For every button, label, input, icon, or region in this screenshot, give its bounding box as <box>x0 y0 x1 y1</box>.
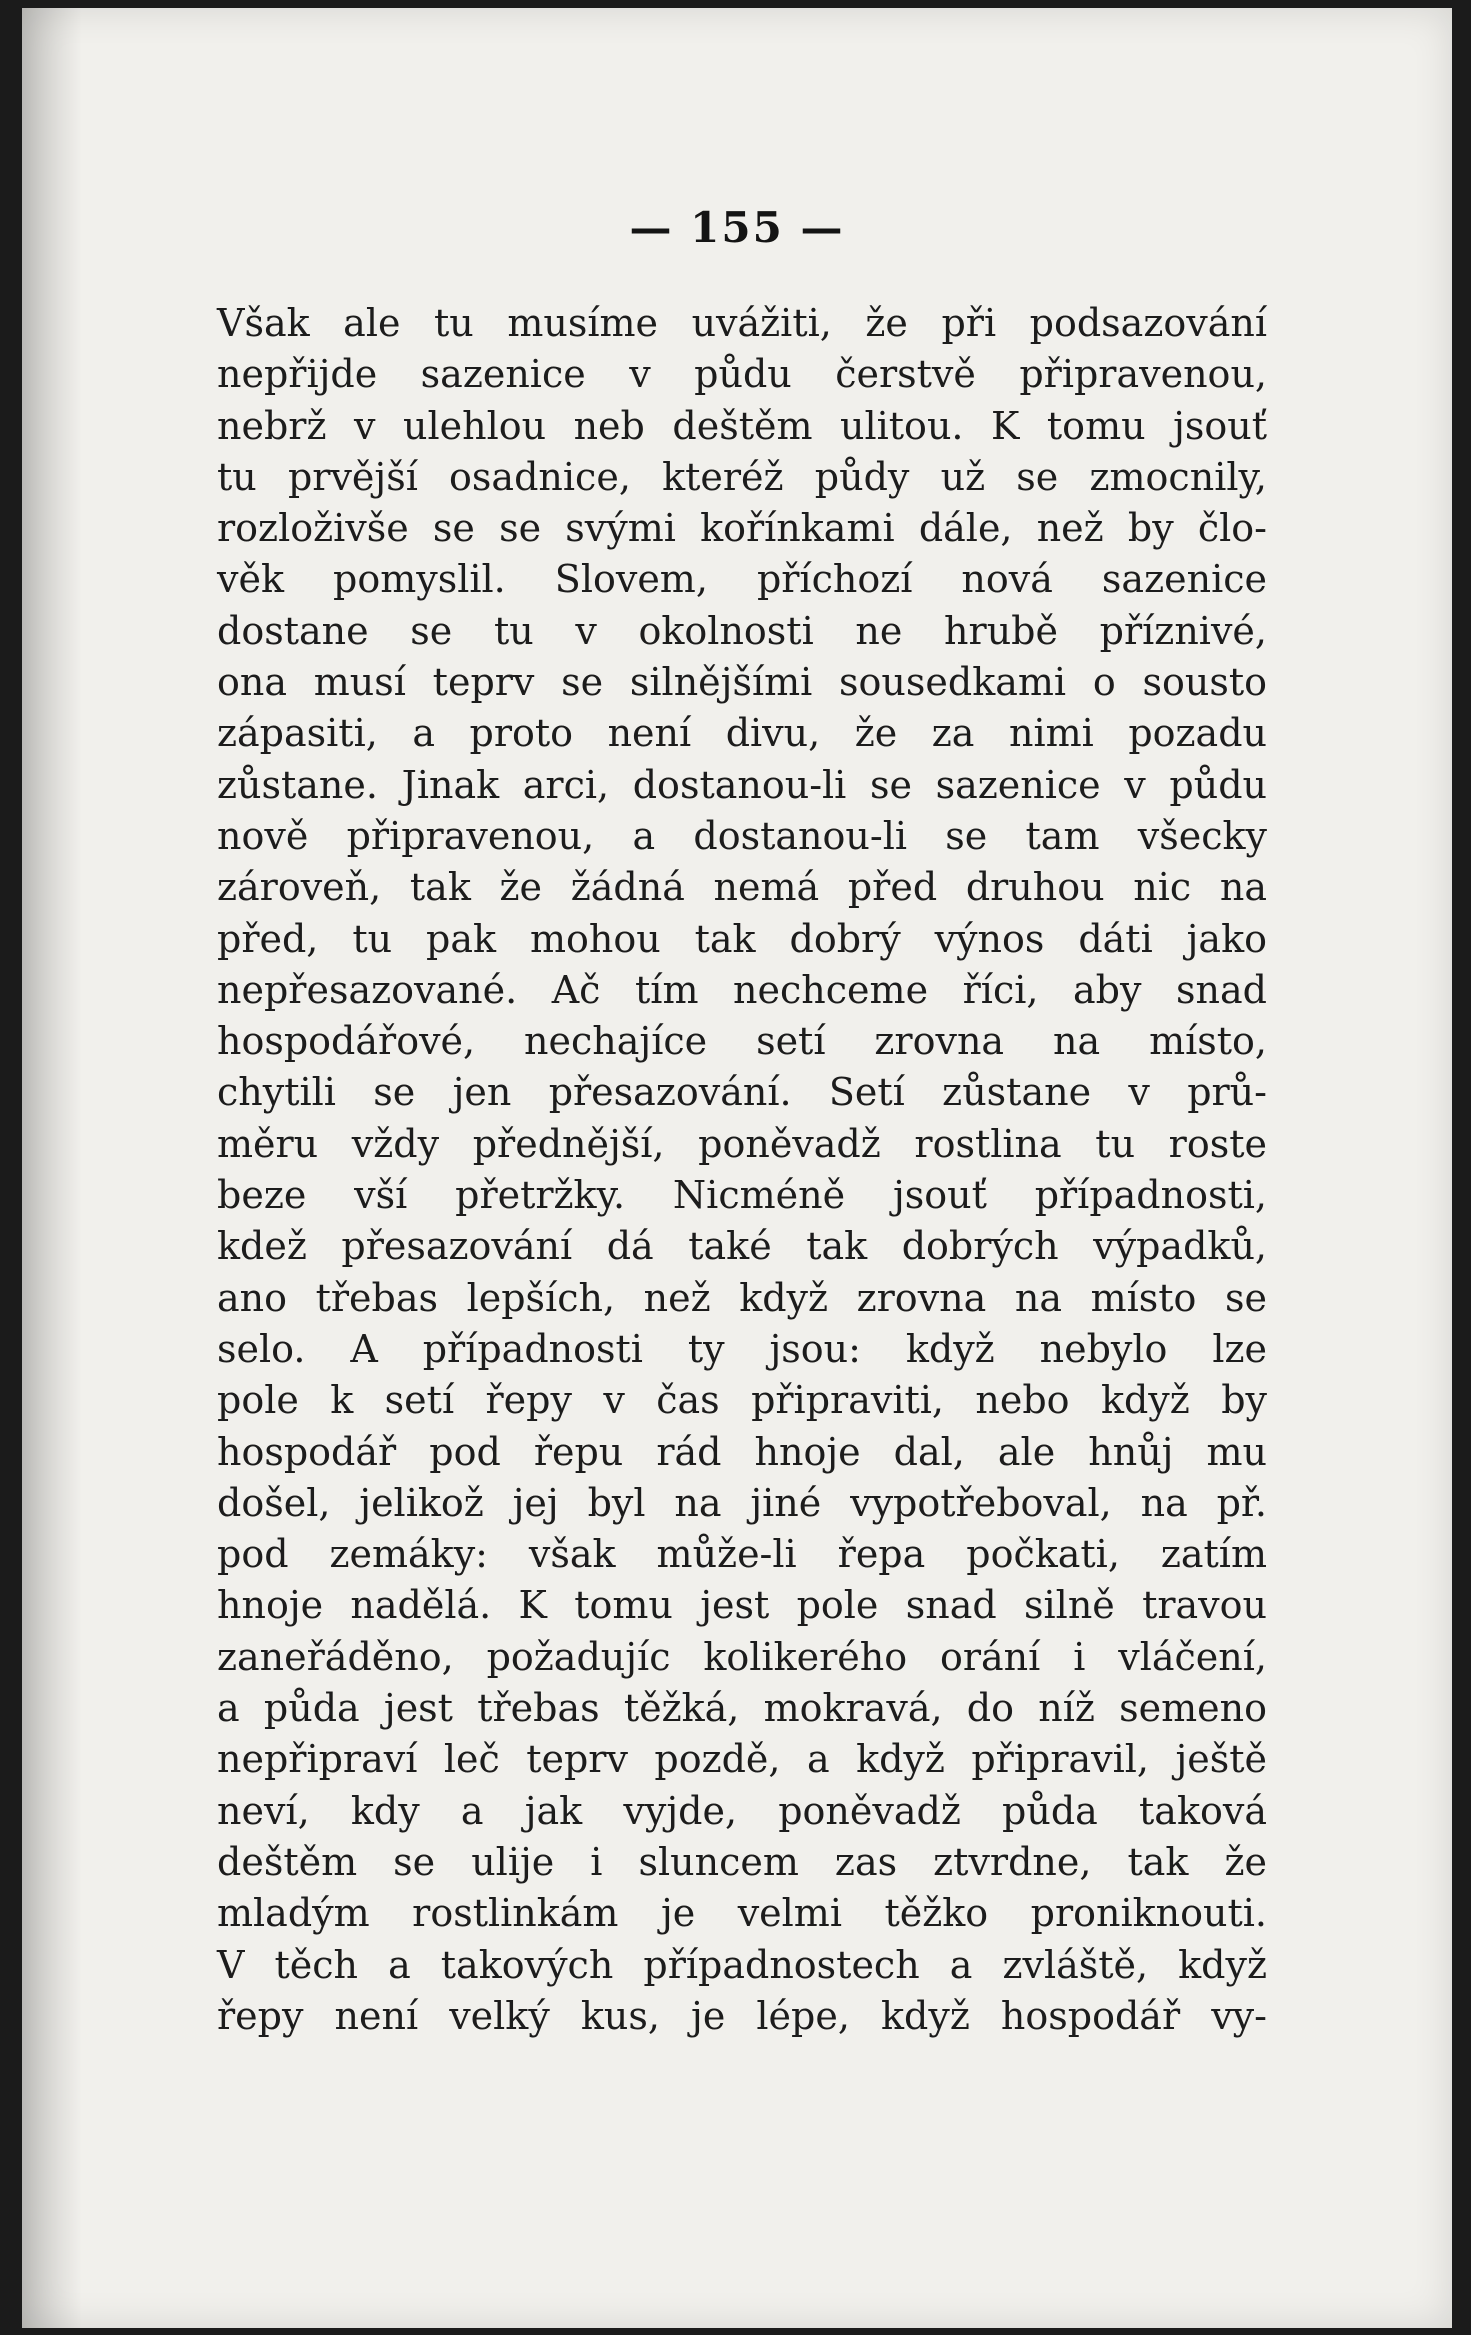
text-line: nepřipraví leč teprv pozdě, a když připravil, ještě <box>217 1737 1267 1782</box>
text-line: zároveň, tak že žádná nemá před druhou nic na <box>217 865 1267 910</box>
body-text <box>217 298 1267 2042</box>
page-number: — 155 — <box>629 203 845 252</box>
page-gutter-shadow <box>22 8 82 2328</box>
text-line: nepřesazované. Ač tím nechceme říci, aby snad <box>217 967 1267 1012</box>
text-line: zůstane. Jinak arci, dostanou-li se sazenice v půdu <box>217 762 1267 807</box>
text-line: hnoje nadělá. K tomu jest pole snad silně travou <box>217 1583 1267 1628</box>
text-line: hospodářové, nechajíce setí zrovna na místo, <box>217 1019 1267 1064</box>
text-line: před, tu pak mohou tak dobrý výnos dáti jako <box>217 916 1267 961</box>
text-line: kdež přesazování dá také tak dobrých výpadků, <box>217 1224 1267 1269</box>
text-line: rozloživše se se svými kořínkami dále, než by člo- <box>217 506 1267 551</box>
text-line: neví, kdy a jak vyjde, poněvadž půda taková <box>217 1788 1267 1833</box>
text-line: měru vždy přednější, poněvadž rostlina tu roste <box>217 1121 1267 1166</box>
text-line: deštěm se ulije i sluncem zas ztvrdne, tak že <box>217 1839 1267 1884</box>
text-line: zaneřáděno, požadujíc kolikerého orání i vláčení, <box>217 1634 1267 1679</box>
text-line: nebrž v ulehlou neb deštěm ulitou. K tomu jsouť <box>217 403 1267 448</box>
text-line: hospodář pod řepu rád hnoje dal, ale hnůj mu <box>217 1429 1267 1474</box>
text-line: mladým rostlinkám je velmi těžko proniknouti. <box>217 1891 1267 1936</box>
text-line: zápasiti, a proto není divu, že za nimi pozadu <box>217 711 1267 756</box>
text-line: Však ale tu musíme uvážiti, že při podsazování <box>217 301 1267 345</box>
text-line: došel, jelikož jej byl na jiné vypotřeboval, na př. <box>217 1480 1267 1525</box>
text-line: chytili se jen přesazování. Setí zůstane v prů- <box>217 1070 1267 1115</box>
text-line: ona musí teprv se silnějšími sousedkami o sousto <box>217 660 1267 705</box>
text-line: řepy není velký kus, je lépe, když hospodář vy- <box>217 1993 1267 2038</box>
text-line: nově připravenou, a dostanou-li se tam všecky <box>217 813 1267 858</box>
text-line: beze vší přetržky. Nicméně jsouť případnosti, <box>217 1173 1267 1218</box>
text-line: pod zemáky: však může-li řepa počkati, zatím <box>217 1532 1267 1577</box>
text-line: V těch a takových případnostech a zvláště, když <box>217 1942 1267 1987</box>
text-line: nepřijde sazenice v půdu čerstvě připravenou, <box>217 352 1267 397</box>
text-line: ano třebas lepších, než když zrovna na místo se <box>217 1275 1267 1320</box>
text-line: dostane se tu v okolnosti ne hrubě příznivé, <box>217 608 1267 653</box>
text-line: a půda jest třebas těžká, mokravá, do níž semeno <box>217 1686 1267 1731</box>
book-page <box>22 8 1452 2328</box>
text-line: selo. A případnosti ty jsou: když nebylo lze <box>217 1326 1267 1371</box>
text-line: věk pomyslil. Slovem, příchozí nová sazenice <box>217 557 1267 602</box>
text-line: pole k setí řepy v čas připraviti, nebo když by <box>217 1378 1267 1423</box>
text-line: tu prvější osadnice, kteréž půdy už se zmocnily, <box>217 454 1267 499</box>
